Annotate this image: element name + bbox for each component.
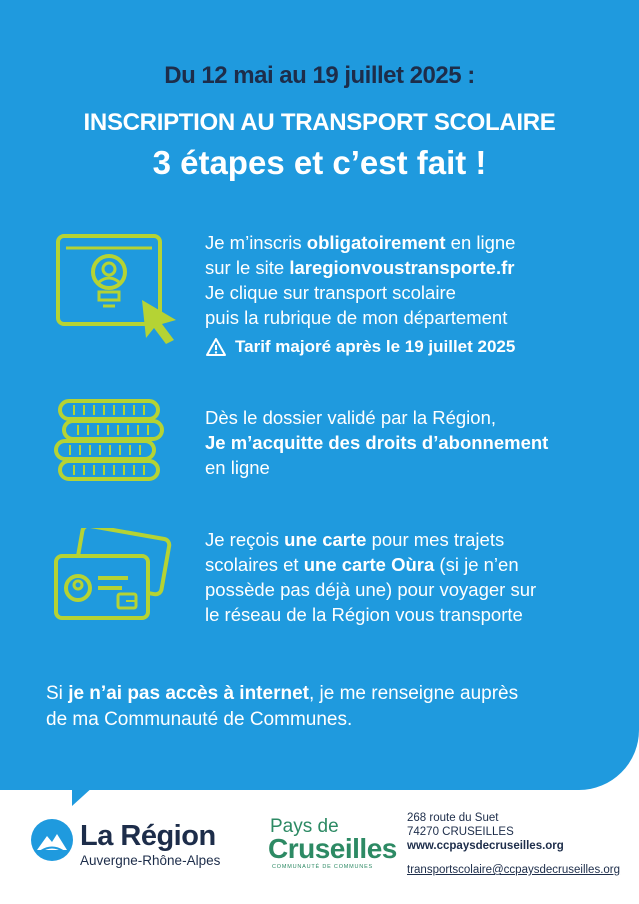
price-warning: Tarif majoré après le 19 juillet 2025 <box>205 334 515 359</box>
step-1-line-2: sur le site laregionvoustransporte.fr <box>205 257 515 278</box>
cards-icon <box>52 528 172 623</box>
speech-tail <box>72 786 94 806</box>
step-3 <box>205 527 536 627</box>
pays-logo-line1: Pays de <box>270 816 339 837</box>
step-3-line-1: Je reçois une carte pour mes trajets <box>205 529 505 550</box>
email-link[interactable]: transportscolaire@ccpaysdecruseilles.org <box>407 864 621 876</box>
website-link[interactable]: www.ccpaysdecruseilles.org <box>407 840 564 852</box>
region-name: La Région <box>80 820 216 852</box>
region-logo-icon <box>30 818 74 862</box>
step-1 <box>205 230 515 359</box>
step-2-line-3: en ligne <box>205 457 270 478</box>
region-subtitle: Auvergne-Rhône-Alpes <box>80 853 221 868</box>
address-line-2: 74270 CRUSEILLES <box>407 826 514 838</box>
step-2 <box>205 405 548 480</box>
step-1-line-4: puis la rubrique de mon département <box>205 307 508 328</box>
warning-icon <box>205 337 227 357</box>
address-line-1: 268 route du Suet <box>407 812 499 824</box>
step-3-line-4: le réseau de la Région vous transporte <box>205 604 523 625</box>
step-2-line-1: Dès le dossier validé par la Région, <box>205 407 497 428</box>
pays-logo-line2: Cruseilles <box>268 833 397 864</box>
date-range: Du 12 mai au 19 juillet 2025 : <box>164 62 475 89</box>
step-1-line-1: Je m’inscris obligatoirement en ligne <box>205 232 516 253</box>
step-3-line-2: scolaires et une carte Oùra (si je n’en <box>205 554 519 575</box>
coins-stack-icon <box>54 395 164 495</box>
registration-screen-icon <box>54 232 184 352</box>
pays-logo-line3: COMMUNAUTÉ DE COMMUNES <box>272 864 374 870</box>
page-title: INSCRIPTION AU TRANSPORT SCOLAIRE <box>83 109 556 136</box>
step-3-line-3: possède pas déjà une) pour voyager sur <box>205 579 537 600</box>
step-1-line-3: Je clique sur transport scolaire <box>205 282 456 303</box>
step-2-line-2: Je m’acquitte des droits d’abonnement <box>205 432 549 453</box>
page-subtitle: 3 étapes et c’est fait ! <box>152 144 487 181</box>
no-internet-note: Si je n’ai pas accès à internet, je me renseigne auprès de ma Communauté de Communes. <box>46 683 519 730</box>
